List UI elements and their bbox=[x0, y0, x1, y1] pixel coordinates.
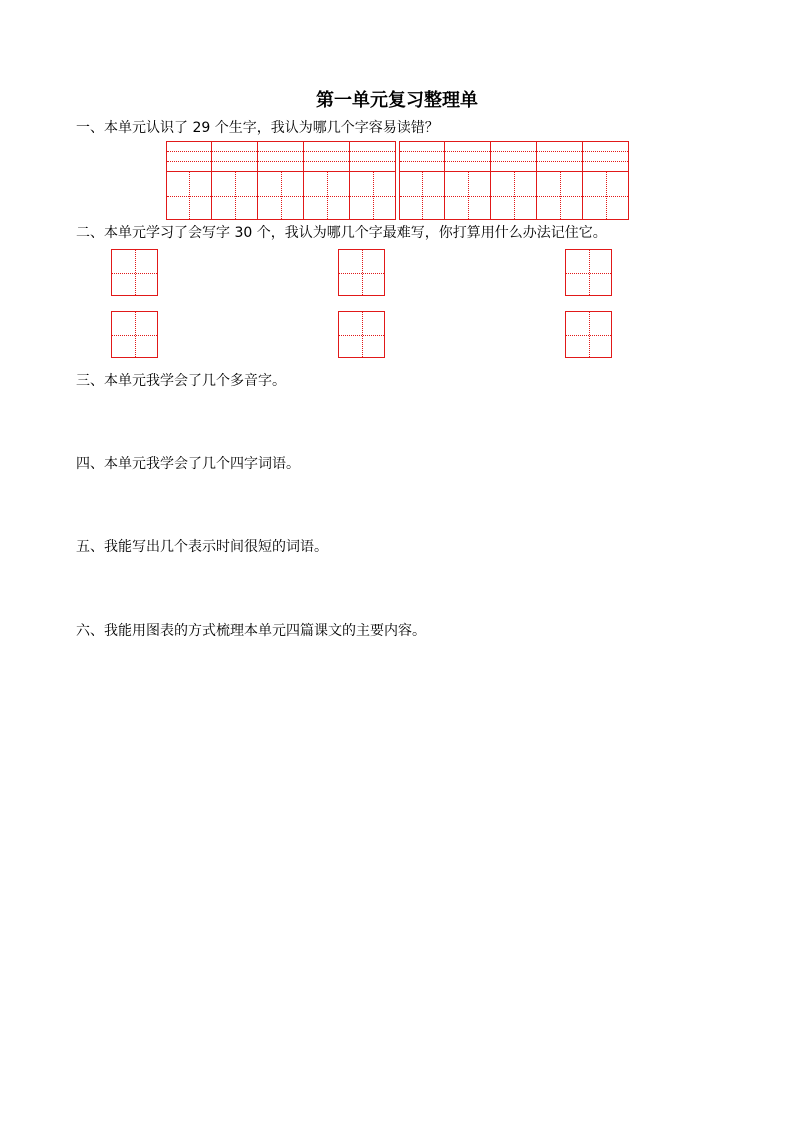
pinyin-grid-cell[interactable] bbox=[491, 141, 537, 220]
writing-box[interactable] bbox=[565, 311, 612, 358]
pinyin-grid-group-2 bbox=[399, 141, 629, 220]
pinyin-grid-cell[interactable] bbox=[399, 141, 445, 220]
question-5: 五、我能写出几个表示时间很短的词语。 bbox=[76, 539, 328, 555]
pinyin-grid-cell[interactable] bbox=[212, 141, 258, 220]
writing-box[interactable] bbox=[111, 311, 158, 358]
pinyin-grid-cell[interactable] bbox=[583, 141, 629, 220]
pinyin-grid-group-1 bbox=[166, 141, 396, 220]
question-1: 一、本单元认识了 29 个生字，我认为哪几个字容易读错？ bbox=[76, 120, 439, 136]
pinyin-grid-cell[interactable] bbox=[445, 141, 491, 220]
pinyin-grid-cell[interactable] bbox=[258, 141, 304, 220]
writing-box[interactable] bbox=[111, 249, 158, 296]
pinyin-grid-cell[interactable] bbox=[304, 141, 350, 220]
page-title: 第一单元复习整理单 bbox=[316, 90, 478, 111]
pinyin-grid-cell[interactable] bbox=[537, 141, 583, 220]
writing-box[interactable] bbox=[338, 249, 385, 296]
question-4: 四、本单元我学会了几个四字词语。 bbox=[76, 456, 300, 472]
question-6: 六、我能用图表的方式梳理本单元四篇课文的主要内容。 bbox=[76, 623, 426, 639]
question-2: 二、本单元学习了会写字 30 个，我认为哪几个字最难写，你打算用什么办法记住它。 bbox=[76, 225, 607, 241]
pinyin-grid-cell[interactable] bbox=[166, 141, 212, 220]
question-3: 三、本单元我学会了几个多音字。 bbox=[76, 373, 286, 389]
writing-box[interactable] bbox=[338, 311, 385, 358]
pinyin-grid-cell[interactable] bbox=[350, 141, 396, 220]
writing-box[interactable] bbox=[565, 249, 612, 296]
